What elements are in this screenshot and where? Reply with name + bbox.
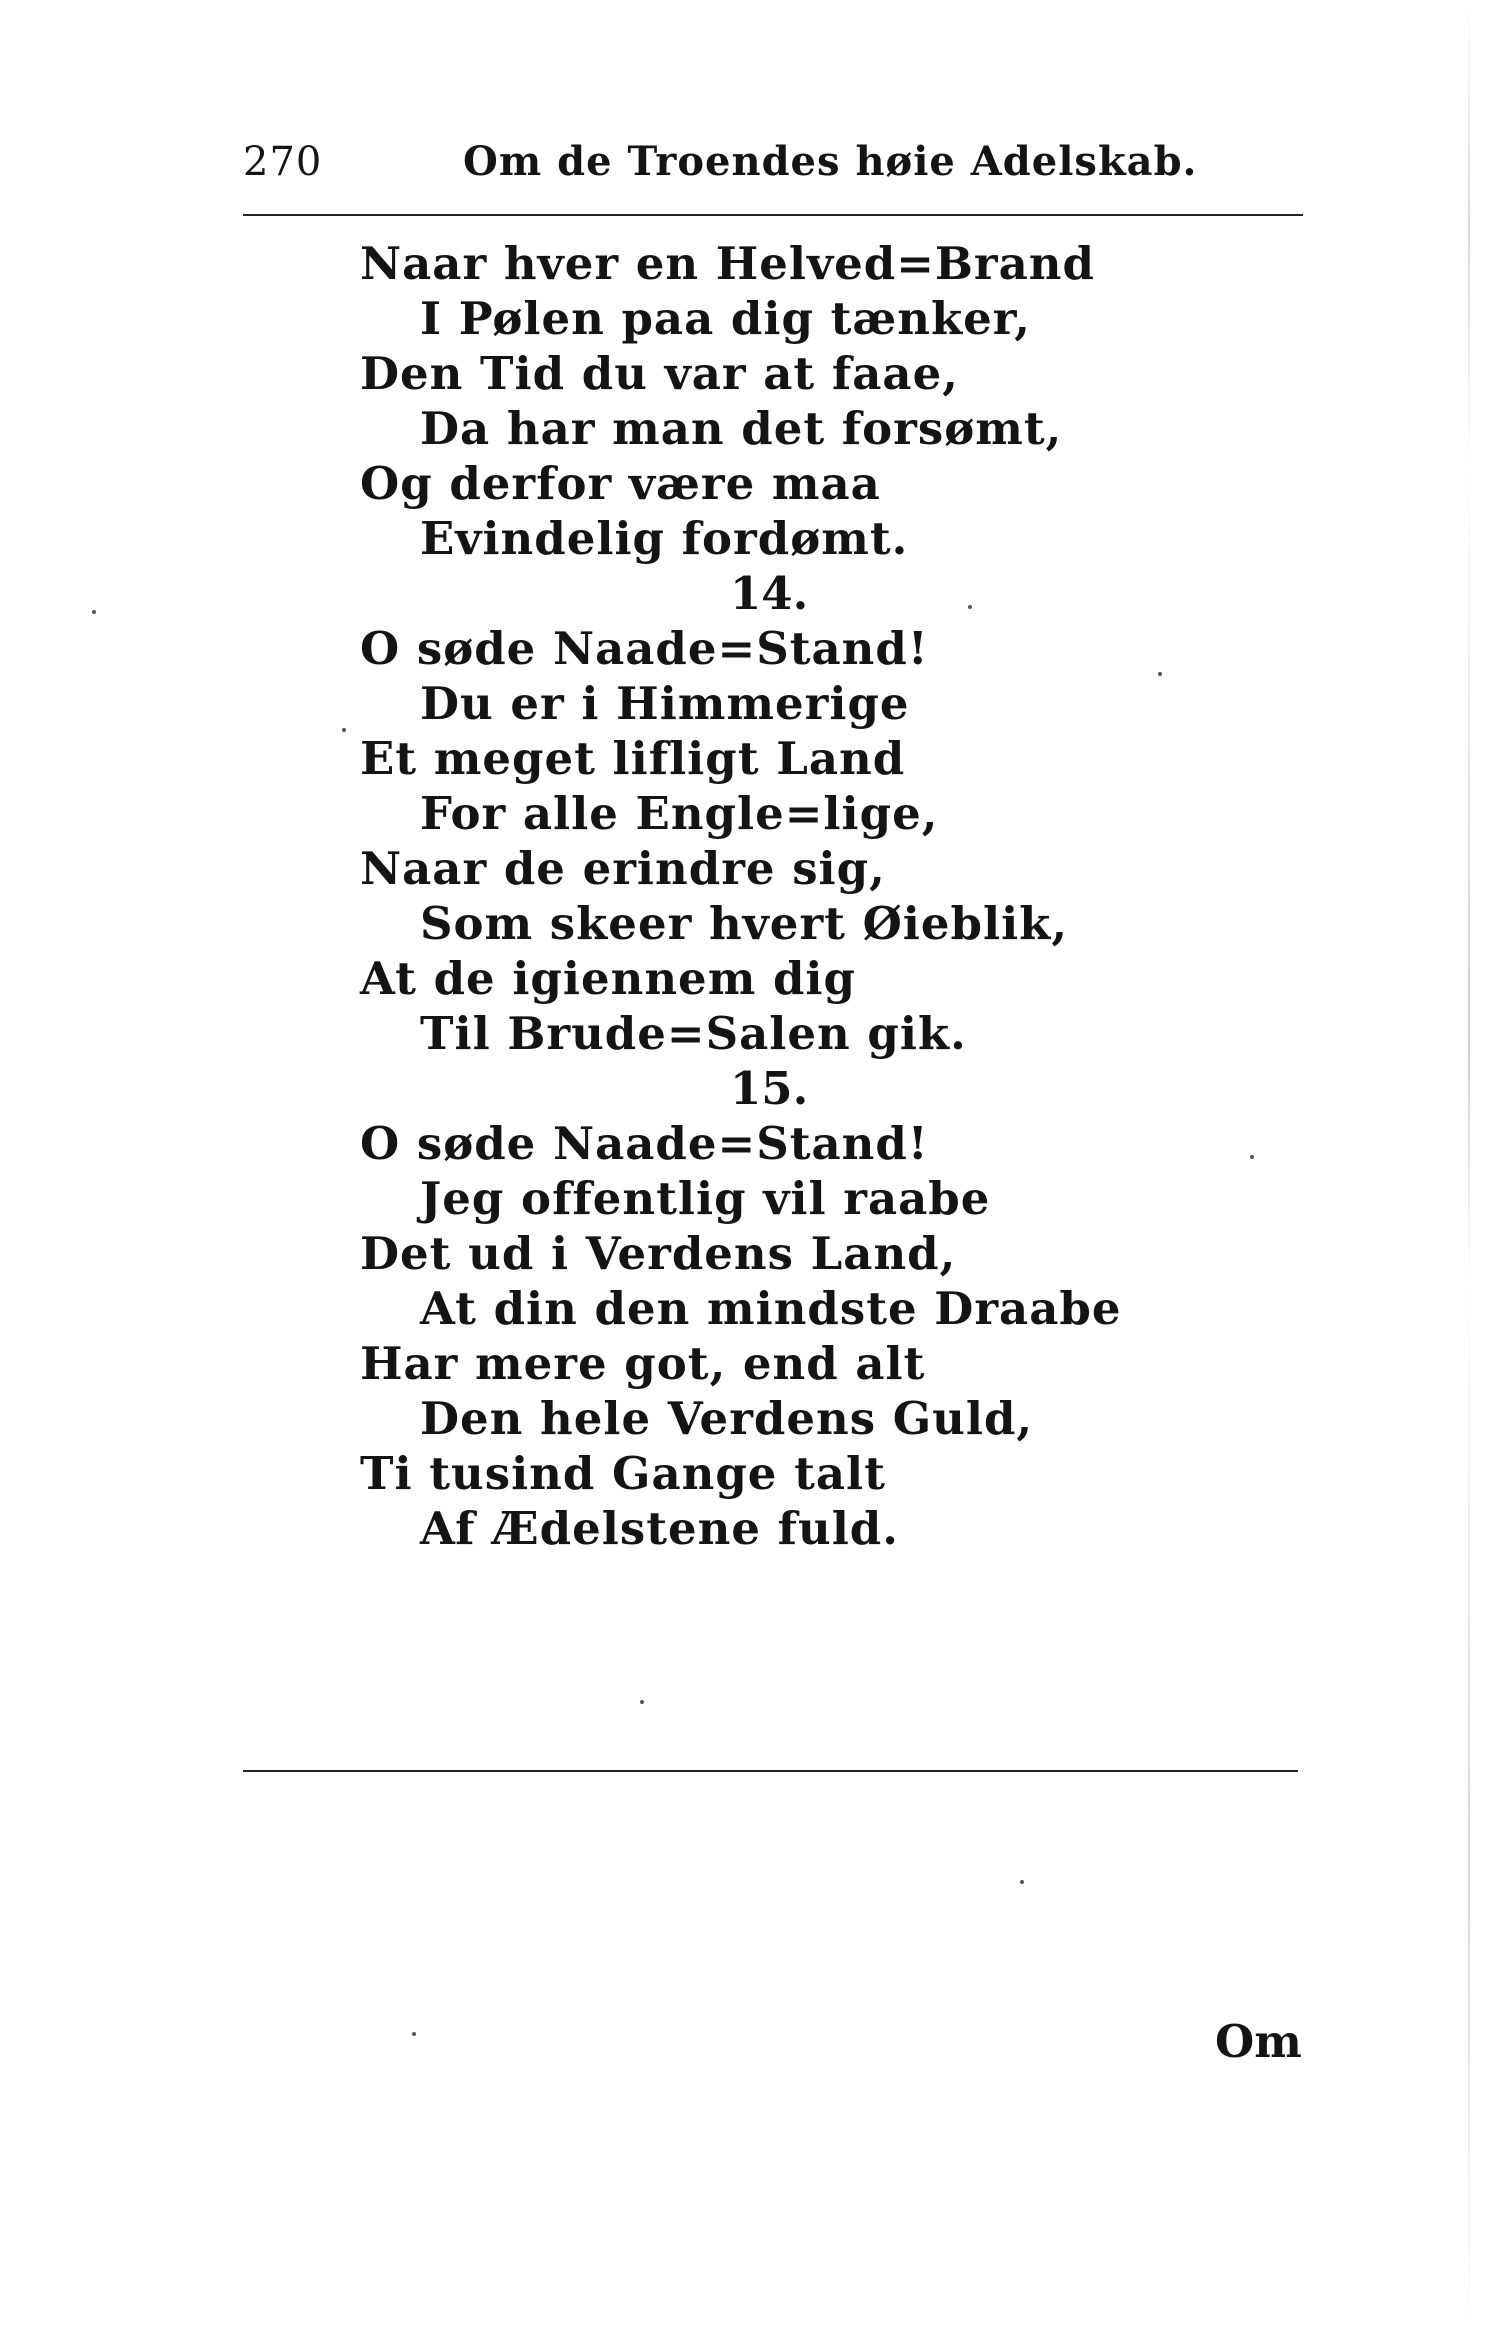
paper-speck: [640, 1700, 644, 1704]
poem-line: Det ud i Verdens Land,: [360, 1227, 957, 1280]
poem-line: At de igiennem dig: [360, 952, 856, 1005]
page-header: [243, 138, 1303, 198]
paper-speck: [1250, 1155, 1254, 1159]
paper-speck: [342, 728, 346, 732]
poem-line: For alle Engle=lige,: [420, 787, 939, 840]
poem-line: Ti tusind Gange talt: [360, 1447, 886, 1500]
poem-line: Naar de erindre sig,: [360, 842, 886, 895]
poem-line: I Pølen paa dig tænker,: [420, 292, 1031, 345]
poem-line: Af Ædelstene fuld.: [420, 1502, 899, 1555]
catchword: Om: [1215, 2015, 1302, 2068]
poem-line: Du er i Himmerige: [420, 677, 910, 730]
stanza-number-14: 14.: [730, 567, 809, 620]
paper-speck: [92, 610, 96, 614]
paper-speck: [1158, 672, 1162, 676]
poem-line: Den Tid du var at faae,: [360, 347, 959, 400]
poem-line: O søde Naade=Stand!: [360, 1117, 929, 1170]
footer-rule: [243, 1770, 1298, 1772]
poem-line: Evindelig fordømt.: [420, 512, 909, 565]
poem-line: Naar hver en Helved=Brand: [360, 237, 1095, 290]
page-number: 270: [243, 139, 323, 185]
poem-text: [360, 236, 1160, 1556]
poem-line: Et meget lifligt Land: [360, 732, 906, 785]
poem-line: At din den mindste Draabe: [420, 1282, 1122, 1335]
poem-line: Jeg offentlig vil raabe: [420, 1172, 991, 1225]
poem-line: Til Brude=Salen gik.: [420, 1007, 967, 1060]
paper-speck: [968, 605, 972, 609]
paper-speck: [412, 2032, 416, 2036]
poem-line: Har mere got, end alt: [360, 1337, 926, 1390]
poem-line: Den hele Verdens Guld,: [420, 1392, 1034, 1445]
poem-line: Da har man det forsømt,: [420, 402, 1063, 455]
poem-line: Som skeer hvert Øieblik,: [420, 897, 1069, 950]
page-edge-shadow: [1468, 0, 1470, 2330]
header-rule: [243, 214, 1303, 216]
poem-line: O søde Naade=Stand!: [360, 622, 929, 675]
paper-speck: [1020, 1880, 1024, 1884]
poem-line: Og derfor være maa: [360, 457, 881, 510]
running-title: Om de Troendes høie Adelskab.: [463, 138, 1198, 185]
stanza-number-15: 15.: [730, 1062, 809, 1115]
